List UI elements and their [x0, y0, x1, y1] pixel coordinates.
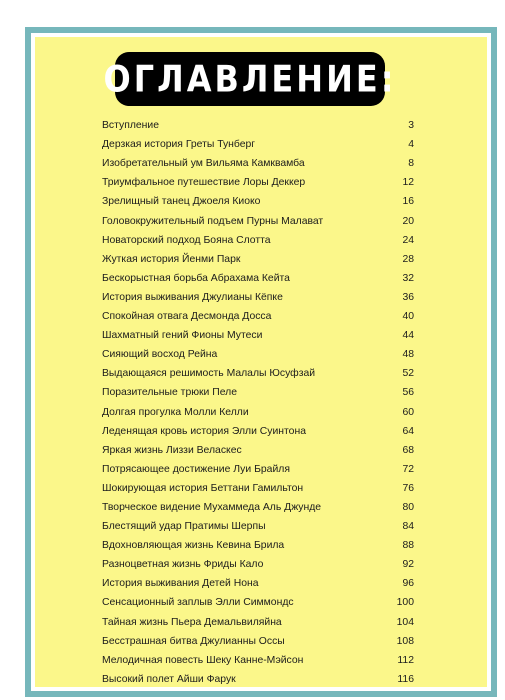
toc-entry-page-number: 28 — [402, 253, 414, 265]
toc-entry — [102, 380, 414, 399]
toc-entry — [102, 438, 414, 457]
table-of-contents — [102, 113, 414, 686]
toc-entry-page-number: 60 — [402, 406, 414, 418]
toc-entry-title: Изобретательный ум Вильяма Камквамба — [102, 158, 305, 170]
toc-entry-page-number: 3 — [408, 120, 414, 132]
toc-entry — [102, 285, 414, 304]
toc-entry-title: Шокирующая история Беттани Гамильтон — [102, 482, 304, 494]
toc-entry — [102, 552, 414, 571]
toc-entry-title: Спокойная отвага Десмонда Досса — [102, 311, 272, 323]
toc-entry-page-number: 16 — [402, 196, 414, 208]
toc-entry-page-number: 108 — [396, 635, 414, 647]
toc-entry — [102, 667, 414, 686]
toc-entry-page-number: 12 — [402, 177, 414, 189]
toc-entry-page-number: 48 — [402, 349, 414, 361]
toc-entry — [102, 228, 414, 247]
toc-entry — [102, 208, 414, 227]
heading-banner — [103, 52, 397, 106]
toc-entry — [102, 419, 414, 438]
toc-entry-page-number: 72 — [402, 463, 414, 475]
toc-entry-page-number: 84 — [402, 521, 414, 533]
toc-entry-page-number: 104 — [396, 616, 414, 628]
toc-entry — [102, 247, 414, 266]
toc-entry-title: Творческое видение Мухаммеда Аль Джунде — [102, 501, 322, 513]
toc-entry-page-number: 20 — [402, 215, 414, 227]
toc-entry-title: Выдающаяся решимость Малалы Юсуфзай — [102, 368, 316, 380]
toc-entry-page-number: 36 — [402, 291, 414, 303]
toc-entry — [102, 399, 414, 418]
toc-entry-page-number: 92 — [402, 559, 414, 571]
toc-entry-title: Бесстрашная битва Джулианны Оссы — [102, 635, 285, 647]
toc-entry — [102, 590, 414, 609]
page-title: ОГЛАВЛЕНИЕ: — [103, 57, 397, 101]
toc-entry-page-number: 76 — [402, 482, 414, 494]
toc-entry — [102, 533, 414, 552]
toc-entry-page-number: 52 — [402, 368, 414, 380]
toc-entry-title: Зрелищный танец Джоеля Киоко — [102, 196, 261, 208]
toc-entry-page-number: 32 — [402, 272, 414, 284]
toc-entry-page-number: 8 — [408, 158, 414, 170]
top-margin — [0, 0, 505, 27]
toc-entry — [102, 457, 414, 476]
toc-entry — [102, 170, 414, 189]
toc-entry-title: Бескорыстная борьба Абрахама Кейта — [102, 272, 290, 284]
toc-entry — [102, 189, 414, 208]
toc-entry — [102, 342, 414, 361]
toc-entry-page-number: 112 — [397, 654, 414, 666]
toc-entry-title: История выживания Детей Нона — [102, 578, 259, 590]
toc-entry-page-number: 44 — [402, 330, 414, 342]
toc-entry-page-number: 80 — [402, 501, 414, 513]
toc-entry-title: Мелодичная повесть Шеку Канне-Мэйсон — [102, 654, 304, 666]
toc-entry — [102, 323, 414, 342]
toc-entry-title: Яркая жизнь Лиззи Веласкес — [102, 444, 242, 456]
toc-entry-title: Разноцветная жизнь Фриды Кало — [102, 559, 264, 571]
toc-entry — [102, 361, 414, 380]
toc-entry — [102, 151, 414, 170]
toc-entry-title: Леденящая кровь история Элли Суинтона — [102, 425, 306, 437]
toc-entry — [102, 304, 414, 323]
toc-entry-title: Новаторский подход Бояна Слотта — [102, 234, 271, 246]
toc-entry — [102, 514, 414, 533]
toc-entry-title: Сенсационный заплыв Элли Симмондс — [102, 597, 294, 609]
toc-entry — [102, 571, 414, 590]
toc-entry-page-number: 116 — [397, 673, 414, 685]
toc-entry-title: Головокружительный подъем Пурны Малават — [102, 215, 324, 227]
toc-entry-title: Поразительные трюки Пеле — [102, 387, 237, 399]
toc-entry — [102, 113, 414, 132]
toc-entry — [102, 629, 414, 648]
toc-entry-page-number: 4 — [408, 139, 414, 151]
toc-entry-title: Вступление — [102, 120, 159, 132]
toc-entry-title: Потрясающее достижение Луи Брайля — [102, 463, 290, 475]
toc-entry — [102, 648, 414, 667]
toc-entry — [102, 476, 414, 495]
toc-entry-title: Вдохновляющая жизнь Кевина Брила — [102, 540, 285, 552]
toc-entry-title: История выживания Джулианы Кёпке — [102, 291, 283, 303]
toc-entry-page-number: 64 — [402, 425, 414, 437]
toc-entry-title: Жуткая история Йенми Парк — [102, 253, 241, 265]
toc-entry-title: Дерзкая история Греты Тунберг — [102, 139, 256, 151]
toc-entry — [102, 609, 414, 628]
toc-entry-page-number: 56 — [402, 387, 414, 399]
toc-entry-page-number: 24 — [402, 234, 414, 246]
toc-entry-page-number: 88 — [402, 540, 414, 552]
toc-entry-page-number: 96 — [402, 578, 414, 590]
toc-entry — [102, 266, 414, 285]
toc-entry-title: Долгая прогулка Молли Келли — [102, 406, 249, 418]
toc-entry-title: Блестящий удар Пратимы Шерпы — [102, 521, 266, 533]
toc-entry-page-number: 68 — [402, 444, 414, 456]
toc-entry-title: Шахматный гений Фионы Мутеси — [102, 330, 263, 342]
toc-entry-page-number: 40 — [402, 311, 414, 323]
toc-entry-title: Триумфальное путешествие Лоры Деккер — [102, 177, 306, 189]
toc-entry-page-number: 100 — [396, 597, 414, 609]
toc-entry — [102, 132, 414, 151]
toc-entry — [102, 495, 414, 514]
toc-entry-title: Сияющий восход Рейна — [102, 349, 218, 361]
toc-entry-title: Высокий полет Айши Фарук — [102, 673, 236, 685]
toc-entry-title: Тайная жизнь Пьера Демальвиляйна — [102, 616, 282, 628]
